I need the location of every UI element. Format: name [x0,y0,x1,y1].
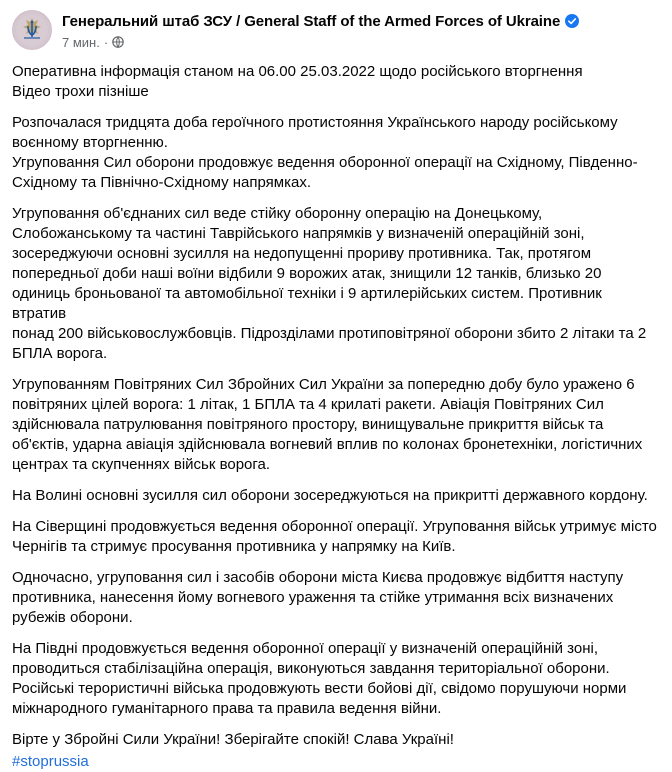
trident-emblem-icon [15,13,49,47]
post-text-line: Одночасно, угруповання сил і засобів оборони міста Києва продовжує відбиття наступу [12,569,624,586]
meta-separator: · [103,34,109,50]
post-text-line: центрах та скупченнях військ ворога. [12,456,271,473]
post-text-line: Слобожанському та частині Таврійського напрямків у визначеній операційній зоні, [12,225,585,242]
post-paragraph [12,62,660,102]
post-header [12,10,579,54]
post-text-line: Розпочалася тридцята доба героїчного протистояння Українського народу російському [12,114,618,131]
globe-icon[interactable] [112,36,124,48]
post-text-line: Угруповання об'єднаних сил веде стійку оборонну операцію на Донецькому, [12,205,543,222]
post-text-line: попередньої доби наші воїни відбили 9 ворожих атак, знищили 12 танків, близько 20 [12,265,602,282]
post-text-line: Вірте у Збройні Сили України! Зберігайте спокій! Слава Україні! [12,731,454,748]
post-paragraph [12,204,660,364]
post-text [12,62,660,772]
post-text-line: Оперативна інформація станом на 06.00 25.03.2022 щодо російського вторгнення [12,63,583,80]
post-text-line: міжнародного гуманітарного права та правила ведення війни. [12,700,442,717]
post-paragraph [12,486,660,506]
post-paragraph [12,517,660,557]
post-paragraph [12,375,660,475]
post-text-line: Угруповання Сил оборони продовжує ведення оборонної операції на Східному, Південно- [12,154,638,171]
post-text-line: воєнному вторгненню. [12,134,168,151]
post-text-line: повітряних цілей ворога: 1 літак, 1 БПЛА та 4 крилаті ракети. Авіація Повітряних Сил [12,396,604,413]
post-paragraph [12,730,660,750]
author-name-link[interactable]: Генеральний штаб ЗСУ / General Staff of the Armed Forces of Ukraine [62,12,561,30]
post-text-line: рубежів оборони. [12,609,133,626]
post-text-line: здійснювала патрулювання повітряного простору, винищувальне прикриття військ та [12,416,604,433]
post-text-line: Східному та Північно-Східному напрямках. [12,174,311,191]
post-text-line: одиниць броньованої та автомобільної техніки і 9 артилерійських систем. Противник втратив [12,285,606,322]
post-text-line: понад 200 військовослужбовців. Підрозділами протиповітряної оборони збито 2 літаки та 2 [12,325,647,342]
post-timestamp-link[interactable]: 7 мин. [62,34,100,50]
post-paragraph [12,113,660,193]
hashtag-link[interactable]: #stoprussia [12,753,89,770]
post-paragraph [12,568,660,628]
post-text-line: Чернігів та стримує просування противника у напрямку на Київ. [12,538,456,555]
post-text-line: На Півдні продовжується ведення оборонної операції у визначеній операційній зоні, [12,640,599,657]
post-text-line: об'єктів, ударна авіація здійснювала вогневий вплив по колонах бронетехніки, логістичних [12,436,643,453]
post-meta [62,10,579,51]
timestamp-row [62,33,579,51]
author-row [62,10,579,32]
verified-badge-icon [565,14,579,28]
post-text-line: противника, нанесення йому вогневого ураження та стійке утримання всіх визначених [12,589,614,606]
page-avatar[interactable] [12,10,52,50]
post-text-line: Угрупованням Повітряних Сил Збройних Сил України за попередню добу було уражено 6 [12,376,635,393]
post-text-line: проводиться стабілізаційна операція, виконуються завдання територіальної оборони. [12,660,610,677]
post-paragraph [12,639,660,719]
post-text-line: На Волині основні зусилля сил оборони зосереджуються на прикритті державного кордону. [12,487,648,504]
post-text-line: зосереджуючи основні зусилля на недопущенні прориву противника. Так, протягом [12,245,592,262]
post-text-line: БПЛА ворога. [12,345,108,362]
post-text-line: На Сіверщині продовжується ведення оборонної операції. Угруповання військ утримує місто [12,518,657,535]
post-text-line: Відео трохи пізніше [12,83,149,100]
post-text-line: Російські терористичні війська продовжують вести бойові дії, свідомо порушуючи норми [12,680,627,697]
